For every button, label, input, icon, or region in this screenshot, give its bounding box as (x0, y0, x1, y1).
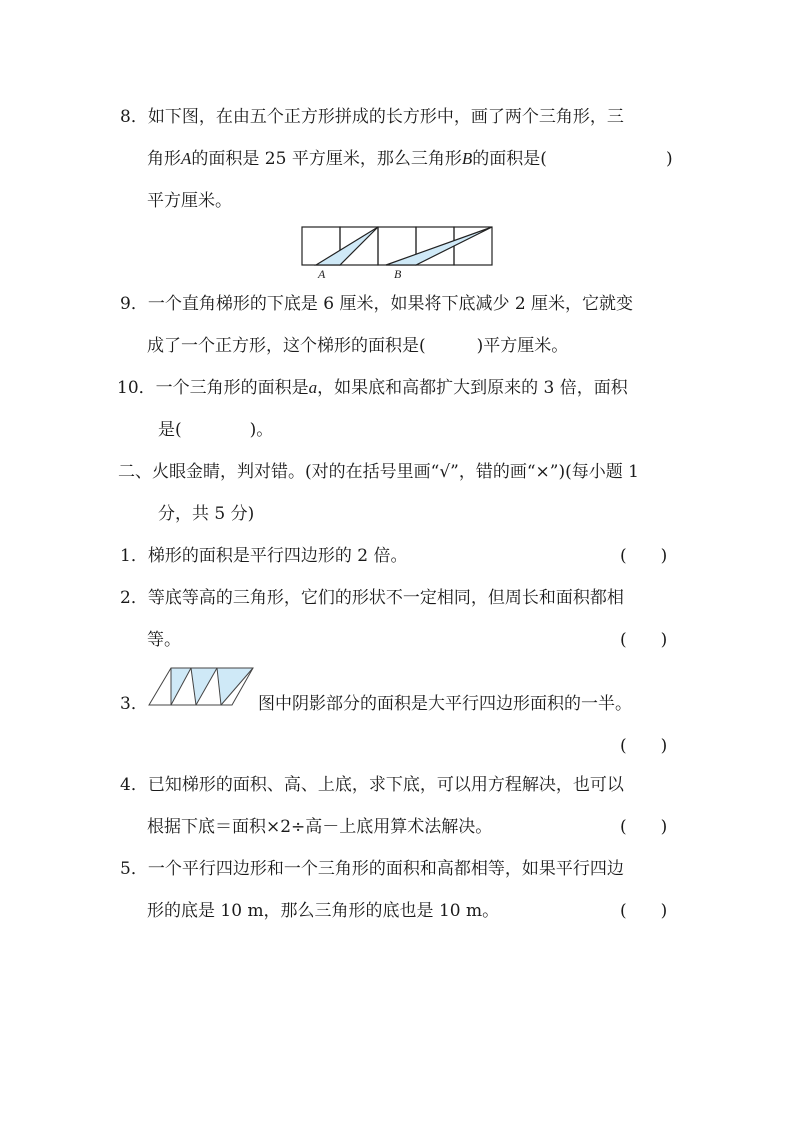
judge-3-number: 3． (120, 694, 148, 714)
q8-text: 角形 (147, 149, 181, 169)
judge-3-answer-paren[interactable]: ( ) (620, 736, 668, 756)
q10-line1 (117, 376, 628, 400)
q10-line2: 是( )。 (158, 420, 274, 440)
section2-heading: 二、火眼金睛，判对错。(对的在括号里画“√”，错的画“×”)(每小题 1 (118, 462, 639, 482)
q8-blank-close: ) (666, 149, 673, 169)
q10-text: ，如果底和高都扩大到原来的 3 倍，面积 (317, 378, 628, 398)
judge-4-cont: 根据下底＝面积×2÷高－上底用算术法解决。 (147, 817, 493, 837)
triangle-b (386, 227, 492, 265)
square-5 (454, 227, 492, 265)
judge-5: 5．一个平行四边形和一个三角形的面积和高都相等，如果平行四边 (120, 859, 624, 879)
judge-2-answer-paren[interactable]: ( ) (620, 630, 668, 650)
q8-text: 的面积是 25 平方厘米，那么三角形 (191, 149, 462, 169)
q8-line2 (147, 147, 547, 171)
label-a: A (318, 267, 326, 281)
q9-line2: 成了一个正方形，这个梯形的面积是( )平方厘米。 (147, 336, 569, 356)
q8-line3: 平方厘米。 (147, 191, 232, 211)
q10-text: 10．一个三角形的面积是 (117, 378, 309, 398)
judge-1: 1．梯形的面积是平行四边形的 2 倍。 (120, 546, 408, 566)
triangle-a (316, 227, 378, 265)
q8-line1: 8．如下图，在由五个正方形拼成的长方形中，画了两个三角形，三 (120, 107, 624, 127)
q8-text: 的面积是( (472, 149, 547, 169)
q8-var-a: A (181, 149, 192, 168)
label-b: B (394, 267, 402, 281)
judge-4-answer-paren[interactable]: ( ) (620, 817, 668, 837)
q10-var: a (308, 378, 318, 397)
section2-heading-cont: 分，共 5 分) (158, 504, 255, 524)
judge-5-cont: 形的底是 10 m，那么三角形的底也是 10 m。 (147, 901, 500, 921)
judge-1-answer-paren[interactable]: ( ) (620, 546, 668, 566)
judge-2: 2．等底等高的三角形，它们的形状不一定相同，但周长和面积都相 (120, 588, 624, 608)
judge-5-answer-paren[interactable]: ( ) (620, 901, 668, 921)
judge-3-figure (146, 665, 258, 709)
judge-2-cont: 等。 (147, 630, 181, 650)
q8-figure (296, 222, 501, 282)
judge-3: 图中阴影部分的面积是大平行四边形面积的一半。 (258, 694, 632, 714)
q9-line1: 9．一个直角梯形的下底是 6 厘米，如果将下底减少 2 厘米，它就变 (120, 294, 634, 314)
q8-var-b: B (461, 149, 473, 168)
judge-4: 4．已知梯形的面积、高、上底，求下底，可以用方程解决，也可以 (120, 775, 624, 795)
